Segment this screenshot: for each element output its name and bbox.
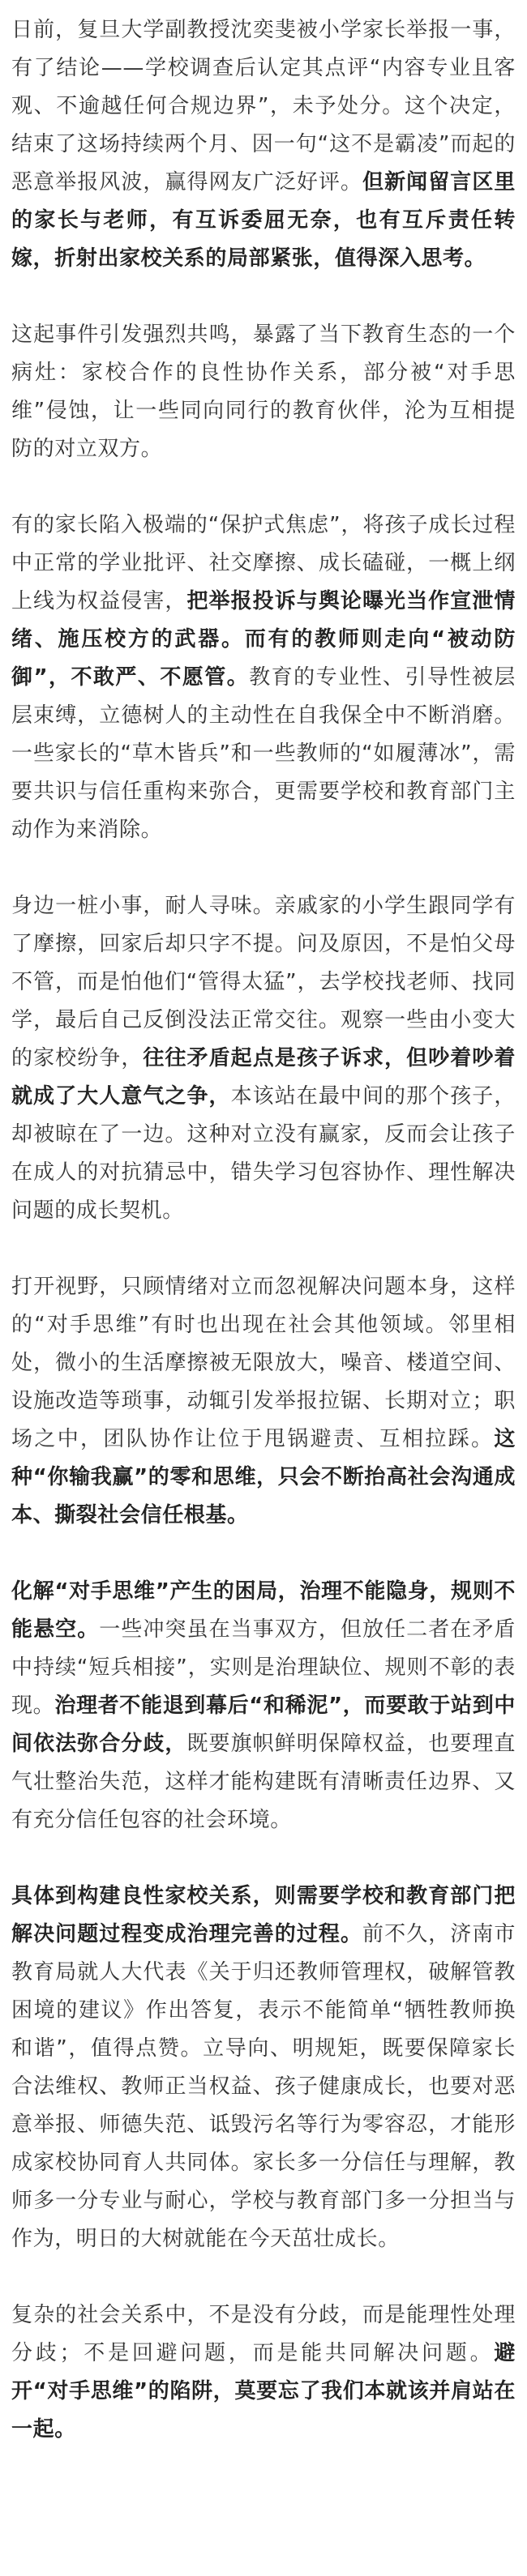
text-segment: 这起事件引发强烈共鸣，暴露了当下教育生态的一个病灶：家校合作的良性协作关系，部分被“对手思维”侵蚀，让一些同向同行的教育伙伴，沦为互相提防的对立双方。 (11, 323, 516, 461)
article-paragraph (11, 887, 516, 1230)
article-paragraph (11, 2296, 516, 2449)
article-paragraph (11, 1268, 516, 1535)
text-segment: 本该站在最中间的那个孩子，却被晾在了一边。这种对立没有赢家，反而会让孩子在成人的对抗猜忌中，错失学习包容协作、理性解决问题的成长契机。 (11, 1084, 516, 1223)
article-paragraph (11, 316, 516, 468)
bold-text-segment: 治理者不能退到幕后“和稀泥”，而要敢于站到中间依法弥合分歧， (11, 1694, 516, 1756)
text-segment: 一些冲突虽在当事双方，但放任二者在矛盾中持续“短兵相接”，实则是治理缺位、规则不彰的表现。 (11, 1617, 516, 1718)
bold-text-segment: 这种“你输我赢”的零和思维，只会不断抬高社会沟通成本、撕裂社会信任根基。 (11, 1427, 516, 1527)
bold-text-segment: 但新闻留言区里的家长与老师，有互诉委屈无奈，也有互斥责任转嫁，折射出家校关系的局部紧张，值得深入思考。 (11, 170, 516, 271)
bold-text-segment: 避开“对手思维”的陷阱，莫要忘了我们本就该并肩站在一起。 (11, 2341, 516, 2441)
bold-text-segment: 把举报投诉与舆论曝光当作宣泄情绪、施压校方的武器。而有的教师则走向“被动防御”，不敢严、不愿管。 (11, 589, 516, 690)
article-paragraph (11, 11, 516, 278)
text-segment: 复杂的社会关系中，不是没有分歧，而是能理性处理分歧；不是回避问题，而是能共同解决问题。 (11, 2303, 516, 2365)
bold-text-segment: 化解“对手思维”产生的困局，治理不能隐身，规则不能悬空。 (11, 1579, 516, 1642)
bold-text-segment: 往往矛盾起点是孩子诉求，但吵着吵着就成了大人意气之争， (11, 1046, 516, 1109)
article-paragraph (11, 506, 516, 849)
text-segment: 前不久，济南市教育局就人大代表《关于归还教师管理权，破解管教困境的建议》作出答复，表示不能简单“牺牲教师换和谐”，值得点赞。立导向、明规矩，既要保障家长合法维权、教师正当权益、孩子健康成长，也要对恶意举报、师德失范、诋毁污名等行为零容忍，才能形成家校协同育人共同体。家长多一分信任与理解，教师多一分专业与耐心，学校与教育部门多一分担当与作为，明日的大树就能在今天茁壮成长。 (11, 1922, 516, 2251)
article-paragraph (11, 1878, 516, 2258)
text-segment: 打开视野，只顾情绪对立而忽视解决问题本身，这样的“对手思维”有时也出现在社会其他领域。邻里相处，微小的生活摩擦被无限放大，噪音、楼道空间、设施改造等琐事，动辄引发举报拉锯、长期对立；职场之中，团队协作让位于甩锅避责、互相拉踩。 (11, 1275, 516, 1451)
text-segment: 有的家长陷入极端的“保护式焦虑”，将孩子成长过程中正常的学业批评、社交摩擦、成长磕碰，一概上纲上线为权益侵害， (11, 513, 516, 613)
article-paragraph (11, 1573, 516, 1839)
bold-text-segment: 具体到构建良性家校关系，则需要学校和教育部门把解决问题过程变成治理完善的过程。 (11, 1884, 516, 1946)
text-segment: 教育的专业性、引导性被层层束缚，立德树人的主动性在自我保全中不断消磨。一些家长的“草木皆兵”和一些教师的“如履薄冰”，需要共识与信任重构来弥合，更需要学校和教育部门主动作为来消除。 (11, 665, 516, 842)
text-segment: 身边一桩小事，耐人寻味。亲戚家的小学生跟同学有了摩擦，回家后却只字不提。问及原因，不是怕父母不管，而是怕他们“管得太猛”，去学校找老师、找同学，最后自己反倒没法正常交往。观察一些由小变大的家校纷争， (11, 894, 516, 1070)
text-segment: 既要旗帜鲜明保障权益，也要理直气壮整治失范，这样才能构建既有清晰责任边界、又有充分信任包容的社会环境。 (11, 1732, 516, 1832)
text-segment: 日前，复旦大学副教授沈奕斐被小学家长举报一事，有了结论——学校调查后认定其点评“内容专业且客观、不逾越任何合规边界”，未予处分。这个决定，结束了这场持续两个月、因一句“这不是霸凌”而起的恶意举报风波，赢得网友广泛好评。 (11, 18, 516, 194)
